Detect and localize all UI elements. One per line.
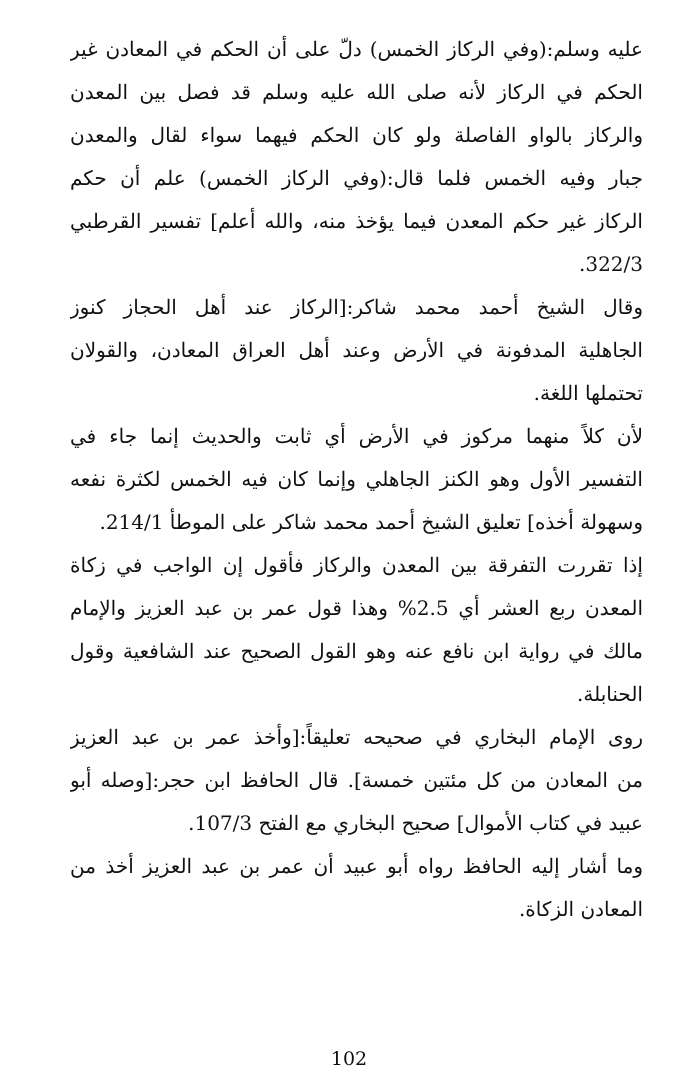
text-line: وما أشار إليه الحافظ رواه أبو عبيد أن عمر بن عبد العزيز أخذ من <box>70 854 643 878</box>
text-line: تحتملها اللغة. <box>533 381 643 405</box>
text-line: والركاز بالواو الفاصلة ولو كان الحكم فيهما سواء لقال والمعدن <box>70 123 643 147</box>
text-line: التفسير الأول وهو الكنز الجاهلي وإنما كان فيه الخمس لكثرة نفعه <box>70 467 643 491</box>
text-line: الحنابلة. <box>577 682 643 706</box>
text-line: عليه وسلم:(وفي الركاز الخمس) دلّ على أن الحكم في المعادن غير <box>70 37 643 61</box>
text-line: الركاز غير حكم المعدن فيما يؤخذ منه، والله أعلم] تفسير القرطبي <box>70 209 643 233</box>
text-line: وسهولة أخذه] تعليق الشيخ أحمد محمد شاكر على الموطأ 214/1. <box>99 510 643 534</box>
text-line: المعادن الزكاة. <box>518 897 643 921</box>
text-line: روى الإمام البخاري في صحيحه تعليقاً:[وأخذ عمر بن عبد العزيز <box>70 725 643 749</box>
text-line: 322/3. <box>579 252 643 276</box>
text-line: الحكم في الركاز لأنه صلى الله عليه وسلم قد فصل بين المعدن <box>70 80 643 104</box>
page-number: 102 <box>330 1048 368 1070</box>
text-line: من المعادن من كل مئتين خمسة]. قال الحافظ ابن حجر:[وصله أبو <box>70 768 643 792</box>
text-line: لأن كلاً منهما مركوز في الأرض أي ثابت والحديث إنما جاء في <box>70 424 643 448</box>
page-body <box>70 28 643 931</box>
text-line: جبار وفيه الخمس فلما قال:(وفي الركاز الخمس) علم أن حكم <box>70 166 643 190</box>
text-line: عبيد في كتاب الأموال] صحيح البخاري مع الفتح 107/3. <box>188 811 643 835</box>
text-line: مالك في رواية ابن نافع عنه وهو القول الصحيح عند الشافعية وقول <box>70 639 643 663</box>
text-line: وقال الشيخ أحمد محمد شاكر:[الركاز عند أهل الحجاز كنوز <box>70 295 643 319</box>
text-line: المعدن ربع العشر أي 2.5% وهذا قول عمر بن عبد العزيز والإمام <box>70 596 643 620</box>
text-line: إذا تقررت التفرقة بين المعدن والركاز فأقول إن الواجب في زكاة <box>70 553 643 577</box>
text-line: الجاهلية المدفونة في الأرض وعند أهل العراق المعادن، والقولان <box>70 338 643 362</box>
